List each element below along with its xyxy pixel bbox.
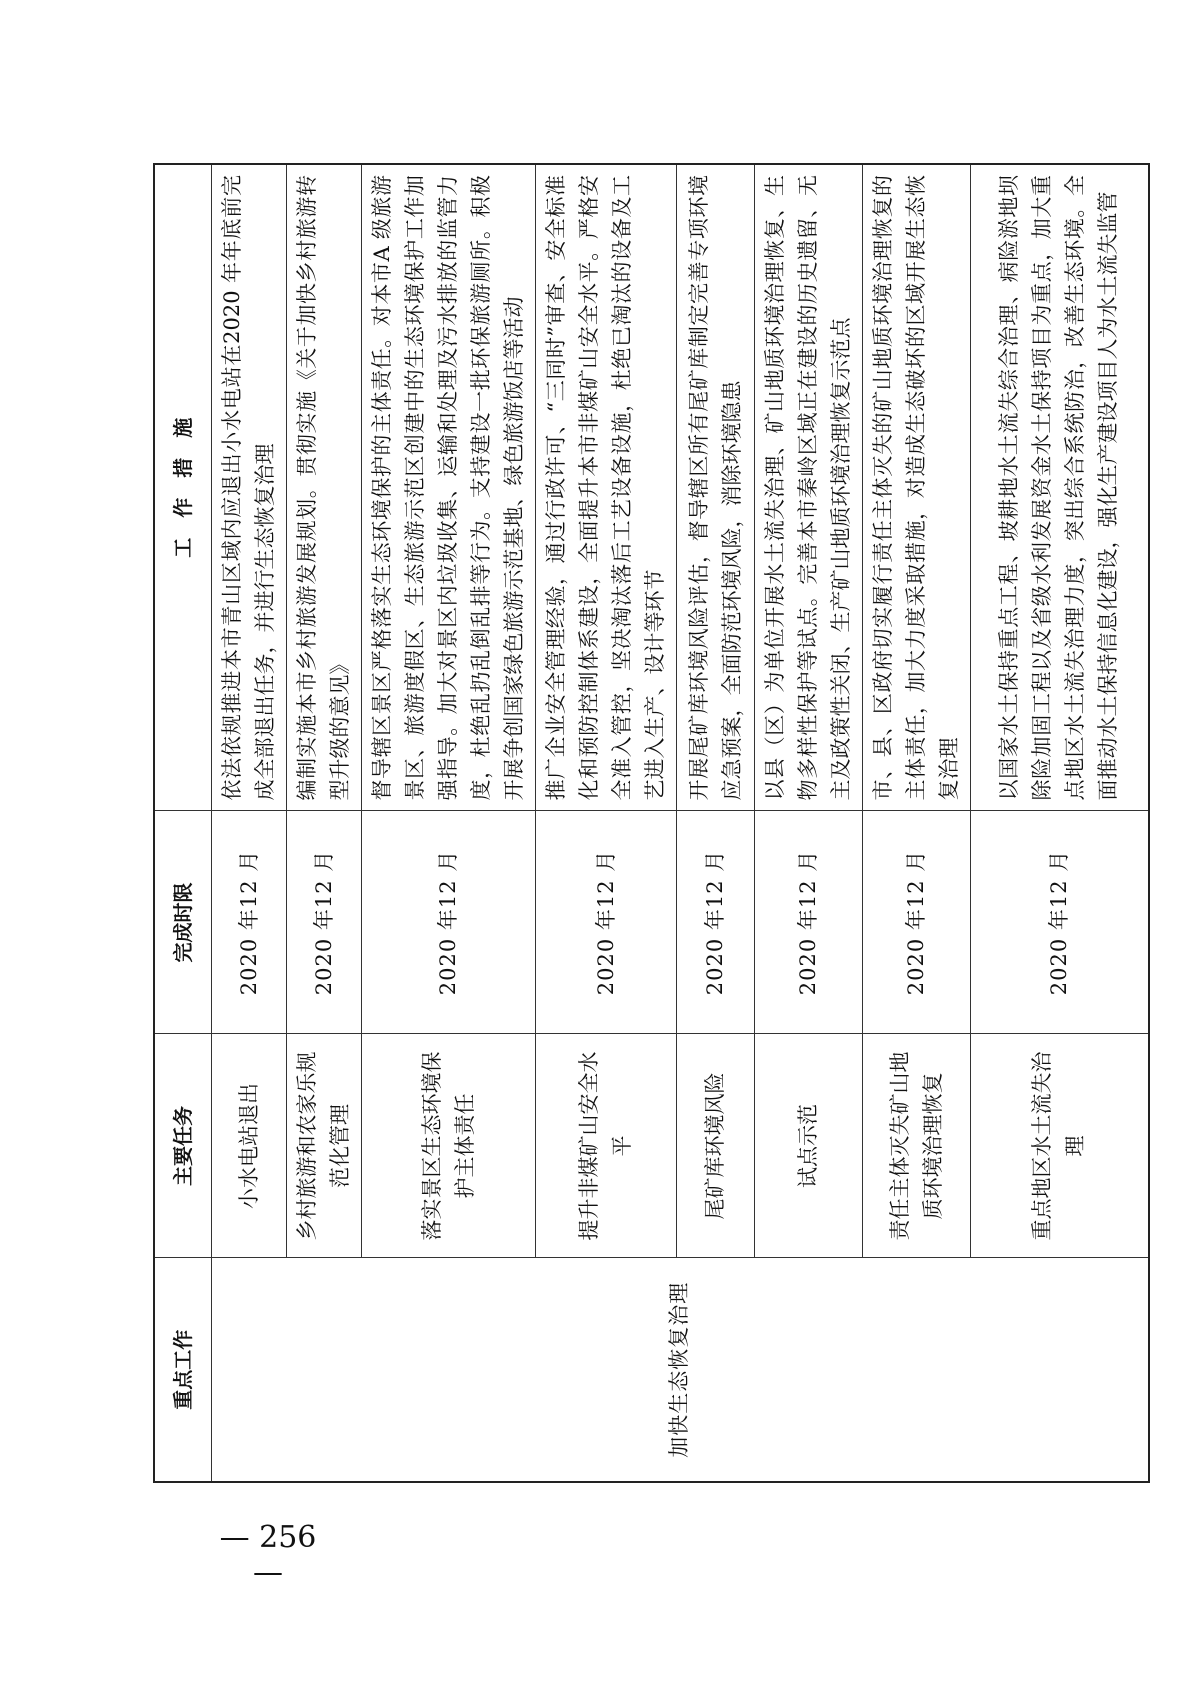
measure-cell: 推广企业安全管理经验，通过行政许可、“三同时”审查、安全标准化和预防控制体系建设，全面提升本市非煤矿山安全水平。严格安全准入管控，坚决淘汰落后工艺设备设施，杜绝已淘汰的设备及工艺进入生产、设计等环节 <box>536 164 677 811</box>
task-cell: 小水电站退出 <box>212 1034 287 1258</box>
measure-cell: 督导辖区景区严格落实生态环境保护的主体责任。对本市A 级旅游景区、旅游度假区、生态旅游示范区创建中的生态环境保护工作加强指导。加大对景区内垃圾收集、运输和处理及污水排放的监管力度，杜绝乱扔乱倒乱排等行为。支持建设一批环保旅游厕所。积极开展争创国家绿色旅游示范基地、绿色旅游饭店等活动 <box>362 164 536 811</box>
table-header-row <box>154 164 212 1482</box>
table-row <box>212 164 287 1482</box>
header-main-task: 主要任务 <box>154 1034 212 1258</box>
deadline-cell: 2020 年12 月 <box>287 811 362 1034</box>
measure-cell: 开展尾矿库环境风险评估，督导辖区所有尾矿库制定完善专项环境应急预案，全面防范环境风险，消除环境隐患 <box>677 164 755 811</box>
task-cell: 提升非煤矿山安全水平 <box>536 1034 677 1258</box>
measure-cell: 以县（区）为单位开展水土流失治理、矿山地质环境治理恢复、生物多样性保护等试点。完善本市秦岭区域正在建设的历史遗留、无主及政策性关闭、生产矿山地质环境治理恢复示范点 <box>755 164 863 811</box>
deadline-cell: 2020 年12 月 <box>677 811 755 1034</box>
measure-cell: 依法依规推进本市青山区域内应退出小水电站在2020 年年底前完成全部退出任务，并进行生态恢复治理 <box>212 164 287 811</box>
task-cell: 试点示范 <box>755 1034 863 1258</box>
task-cell: 责任主体灭失矿山地质环境治理恢复 <box>863 1034 971 1258</box>
rotated-table-frame <box>153 165 1121 1483</box>
work-measures-table <box>153 163 1150 1483</box>
deadline-cell: 2020 年12 月 <box>863 811 971 1034</box>
deadline-cell: 2020 年12 月 <box>755 811 863 1034</box>
deadline-cell: 2020 年12 月 <box>536 811 677 1034</box>
task-cell: 落实景区生态环境保护主体责任 <box>362 1034 536 1258</box>
task-cell: 重点地区水土流失治理 <box>971 1034 1149 1258</box>
header-key-work: 重点工作 <box>154 1258 212 1482</box>
deadline-cell: 2020 年12 月 <box>971 811 1149 1034</box>
deadline-cell: 2020 年12 月 <box>362 811 536 1034</box>
measure-cell: 编制实施本市乡村旅游发展规划。贯彻实施《关于加快乡村旅游转型升级的意见》 <box>287 164 362 811</box>
deadline-cell: 2020 年12 月 <box>212 811 287 1034</box>
task-cell: 尾矿库环境风险 <box>677 1034 755 1258</box>
header-deadline: 完成时限 <box>154 811 212 1034</box>
key-work-cell <box>212 1258 1149 1482</box>
measure-cell: 以国家水土保持重点工程、坡耕地水土流失综合治理、病险淤地坝除险加固工程以及省级水利发展资金水土保持项目为重点，加大重点地区水土流失治理力度，突出综合系统防治，改善生态环境。全面推动水土保持信息化建设，强化生产建设项目人为水土流失监管 <box>971 164 1149 811</box>
header-measures: 工 作 措 施 <box>154 164 212 811</box>
task-cell: 乡村旅游和农家乐规范化管理 <box>287 1034 362 1258</box>
measure-cell: 市、县、区政府切实履行责任主体灭失的矿山地质环境治理恢复的主体责任，加大力度采取措施，对造成生态破坏的区域开展生态恢复治理 <box>863 164 971 811</box>
key-work-label: 加快生态恢复治理 <box>667 1281 692 1458</box>
page-number: — 256 — <box>219 1520 317 1590</box>
